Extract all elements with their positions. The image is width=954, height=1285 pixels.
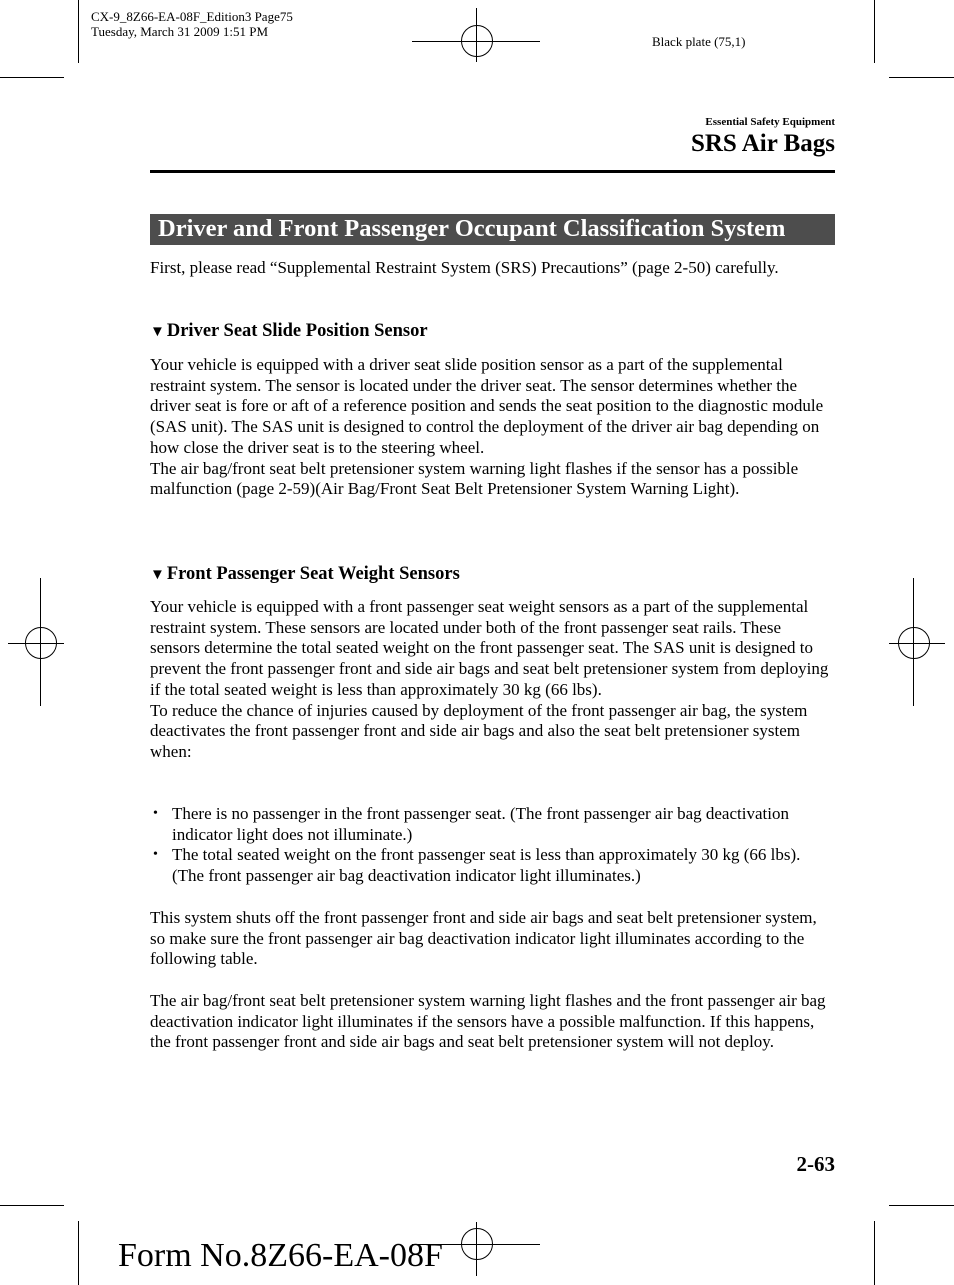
section-heading: Driver and Front Passenger Occupant Classification System: [158, 215, 786, 242]
crop-mark: [78, 1221, 79, 1285]
page-number: 2-63: [796, 1152, 835, 1176]
triangle-icon: ▼: [150, 567, 165, 583]
triangle-icon: ▼: [150, 324, 165, 340]
paragraph: This system shuts off the front passenger front and side air bags and seat belt pretensioner system, so make sure the front passenger air bag deactivation indicator light illuminates according to the following table.: [150, 908, 817, 969]
crop-mark: [889, 1205, 954, 1206]
paragraph: To reduce the chance of injuries caused by deployment of the front passenger air bag, the system deactivates the front passenger front and side air bags and also the seat belt pretensioner system when:: [150, 700, 808, 761]
print-meta-line1: CX-9_8Z66-EA-08F_Edition3 Page75: [91, 9, 293, 24]
crop-mark: [889, 77, 954, 78]
driver-seat-body: [150, 355, 835, 500]
crop-mark: [0, 1205, 64, 1206]
subheading-driver-seat: [150, 321, 428, 342]
list-item: [150, 845, 835, 886]
crop-mark: [874, 0, 875, 63]
registration-circle: [461, 25, 493, 57]
paragraph: The air bag/front seat belt pretensioner system warning light flashes if the sensor has a possible malfunction (page 2-59)(Air Bag/Front Seat Belt Pretensioner System Warning Light).: [150, 458, 799, 499]
crop-mark: [0, 77, 64, 78]
subheading-text: Front Passenger Seat Weight Sensors: [166, 564, 460, 584]
registration-circle: [898, 627, 930, 659]
list-item: [150, 804, 835, 845]
bullet-icon: •: [153, 806, 158, 821]
intro-text: First, please read “Supplemental Restraint System (SRS) Precautions” (page 2-50) carefully.: [150, 258, 779, 277]
registration-circle: [25, 627, 57, 659]
list-item-text: The total seated weight on the front passenger seat is less than approximately 30 kg (66 lbs). (The front passenger air bag deactivation indicator light illuminates.): [172, 845, 801, 886]
paragraph: The air bag/front seat belt pretensioner system warning light flashes and the front passenger air bag deactivation indicator light illuminates if the sensors have a possible malfunction. If this happens, the front passenger front and side air bags and seat belt pretensioner system will not deploy.: [150, 991, 826, 1052]
page-title: SRS Air Bags: [690, 130, 835, 157]
paragraph: Your vehicle is equipped with a front passenger seat weight sensors as a part of the supplemental restraint system. These sensors are located under both of the front passenger seat rails. These sensors determine the total seated weight on the front passenger seat. The SAS unit is designed to prevent the front passenger front and side air bags and seat belt pretensioner system from deploying if the total seated weight is less than approximately 30 kg (66 lbs).: [150, 597, 829, 699]
header-rule: [150, 170, 835, 173]
subheading-passenger-weight: [150, 564, 460, 585]
paragraph: Your vehicle is equipped with a driver seat slide position sensor as a part of the supplemental restraint system. The sensor is located under the driver seat. The sensor determines whether the driver seat is fore or aft of a reference position and sends the seat position to the diagnostic module (SAS unit). The SAS unit is designed to control the deployment of the driver air bag depending on how close the driver seat is to the steering wheel.: [150, 355, 824, 457]
section-label: Essential Safety Equipment: [705, 116, 835, 128]
registration-circle: [461, 1228, 493, 1260]
crop-mark: [874, 1221, 875, 1285]
condition-list: [150, 804, 835, 887]
form-number: Form No.8Z66-EA-08F: [118, 1237, 443, 1274]
crop-mark: [78, 0, 79, 63]
intro-paragraph: [150, 258, 835, 279]
paragraph-block: [150, 991, 835, 1053]
paragraph-block: [150, 908, 835, 970]
passenger-weight-body: [150, 597, 835, 763]
list-item-text: There is no passenger in the front passenger seat. (The front passenger air bag deactivation indicator light does not illuminate.): [172, 804, 789, 844]
plate-label: Black plate (75,1): [652, 34, 746, 49]
print-meta-line2: Tuesday, March 31 2009 1:51 PM: [91, 24, 269, 39]
subheading-text: Driver Seat Slide Position Sensor: [166, 321, 428, 341]
bullet-icon: •: [153, 847, 158, 863]
print-meta: [91, 9, 293, 39]
